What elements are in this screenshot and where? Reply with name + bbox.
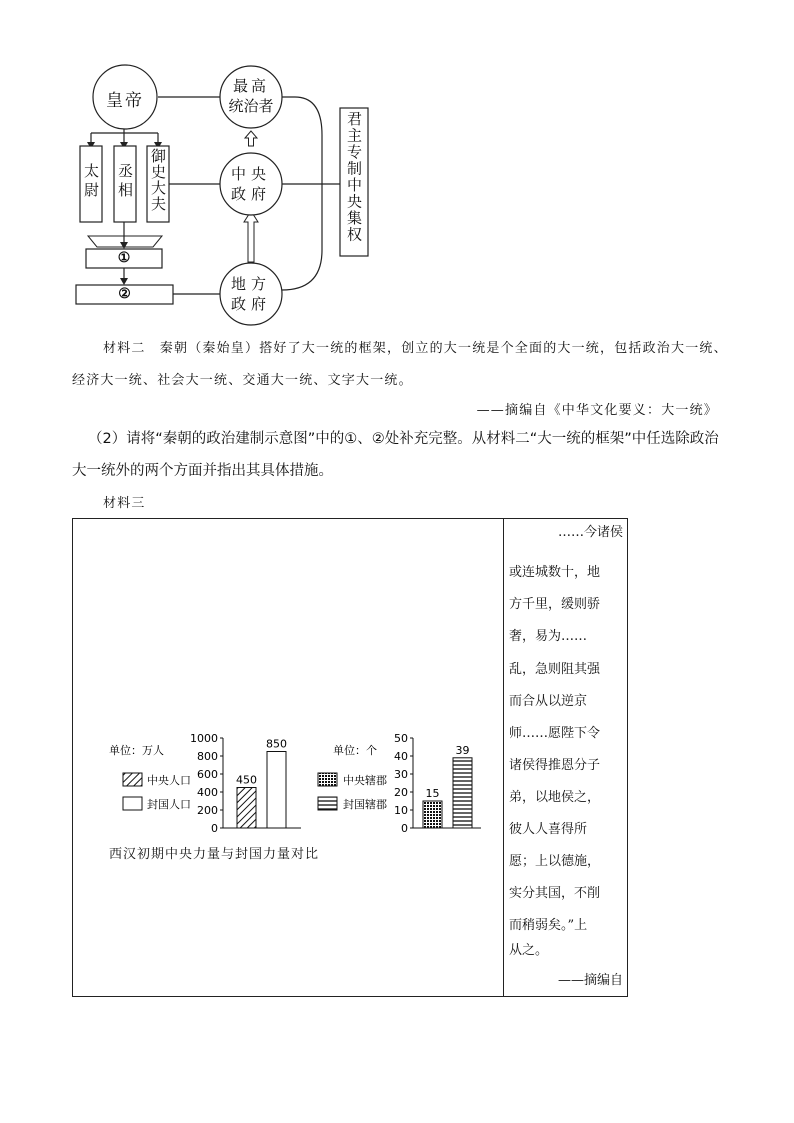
quote-line: 乱，急则阻其强 (509, 662, 601, 677)
taiwei-label: 太尉 (82, 163, 100, 201)
material2-source: ——摘编自《中华文化要义：大一统》 (476, 403, 718, 418)
material3-frame (72, 518, 628, 997)
quote-line: 方千里，缓则骄 (509, 597, 601, 612)
y-tick-label: 50 (394, 732, 408, 745)
material2-line2: 经济大一统、社会大一统、交通大一统、文字大一统。 (72, 373, 413, 388)
y-tick-label: 0 (401, 822, 408, 835)
quote-line: 诸侯得推恩分子 (509, 758, 601, 773)
hollow-up-arrow-small (245, 131, 257, 146)
side-label: 君主专制中央集权 (345, 111, 363, 243)
quote-line: 愿；上以德施， (509, 854, 601, 869)
y-tick-label: 30 (394, 768, 408, 781)
bar-fief-commanderies (453, 758, 472, 828)
y-tick-label: 800 (197, 750, 218, 763)
quote-line: 师……愿陛下令 (509, 726, 601, 741)
emperor-label: 皇帝 (106, 91, 144, 111)
quote-line: 奢，易为…… (509, 629, 588, 644)
quote-line: 彼人人喜得所 (509, 822, 588, 837)
supreme-ruler-label: 最高 统治者 (228, 77, 274, 115)
question2-line2: 大一统外的两个方面并指出其具体措施。 (72, 463, 333, 479)
population-chart (103, 724, 303, 844)
y-tick-label: 200 (197, 804, 218, 817)
bar-label-fief-population: 850 (266, 737, 287, 751)
quote-line: 而稍弱矣。”上 (509, 918, 588, 933)
quote-line: 实分其国，不削 (509, 886, 601, 901)
population-legend-1: 封国人口 (147, 798, 191, 811)
political-structure-diagram (0, 0, 794, 330)
material3-label: 材料三 (103, 496, 146, 511)
local-gov-label: 地方 政府 (230, 275, 271, 313)
quote-line: 或连城数十，地 (509, 565, 601, 580)
central-gov-label: 中央 政府 (230, 165, 271, 203)
bar-fief-population (267, 752, 286, 829)
yushi-label: 御史大夫 (149, 148, 167, 212)
bar-central-commanderies (423, 801, 442, 828)
commandery-unit-label: 单位：个 (333, 744, 377, 757)
chengxiang-label: 丞相 (116, 163, 134, 201)
quote-line: 弟，以地侯之， (509, 790, 601, 805)
commandery-chart (313, 724, 483, 844)
commandery-legend-1: 封国辖郡 (343, 798, 387, 811)
bar-label-central-population: 450 (236, 773, 257, 787)
chart-caption: 西汉初期中央力量与封国力量对比 (109, 847, 320, 862)
y-tick-label: 1000 (190, 732, 218, 745)
quote-line: 从之。 (509, 943, 549, 958)
y-tick-label: 400 (197, 786, 218, 799)
frame-divider (503, 519, 504, 996)
population-unit-label: 单位：万人 (109, 744, 164, 757)
y-tick-label: 10 (394, 804, 408, 817)
hollow-up-arrow-large (244, 211, 258, 262)
commandery-legend-0: 中央辖郡 (343, 774, 387, 787)
blank-1-marker: ① (117, 250, 131, 266)
y-tick-label: 20 (394, 786, 408, 799)
population-legend-0: 中央人口 (147, 774, 191, 787)
quote-line: ——摘编自 (557, 973, 623, 988)
y-tick-label: 0 (211, 822, 218, 835)
bar-label-fief-commanderies: 39 (455, 743, 470, 757)
y-tick-label: 40 (394, 750, 408, 763)
question2-line1: （2）请将“秦朝的政治建制示意图”中的①、②处补充完整。从材料二“大一统的框架”中任选除政治 (88, 431, 719, 447)
quote-line: ……今诸侯 (557, 525, 623, 540)
bar-central-population (237, 788, 256, 829)
blank-2-marker: ② (118, 286, 131, 302)
y-tick-label: 600 (197, 768, 218, 781)
bar-label-central-commanderies: 15 (425, 787, 440, 800)
material2-line1: 材料二 秦朝（秦始皇）搭好了大一统的框架，创立的大一统是个全面的大一统，包括政治大一统、 (103, 341, 728, 356)
quote-line: 而合从以逆京 (509, 694, 588, 709)
